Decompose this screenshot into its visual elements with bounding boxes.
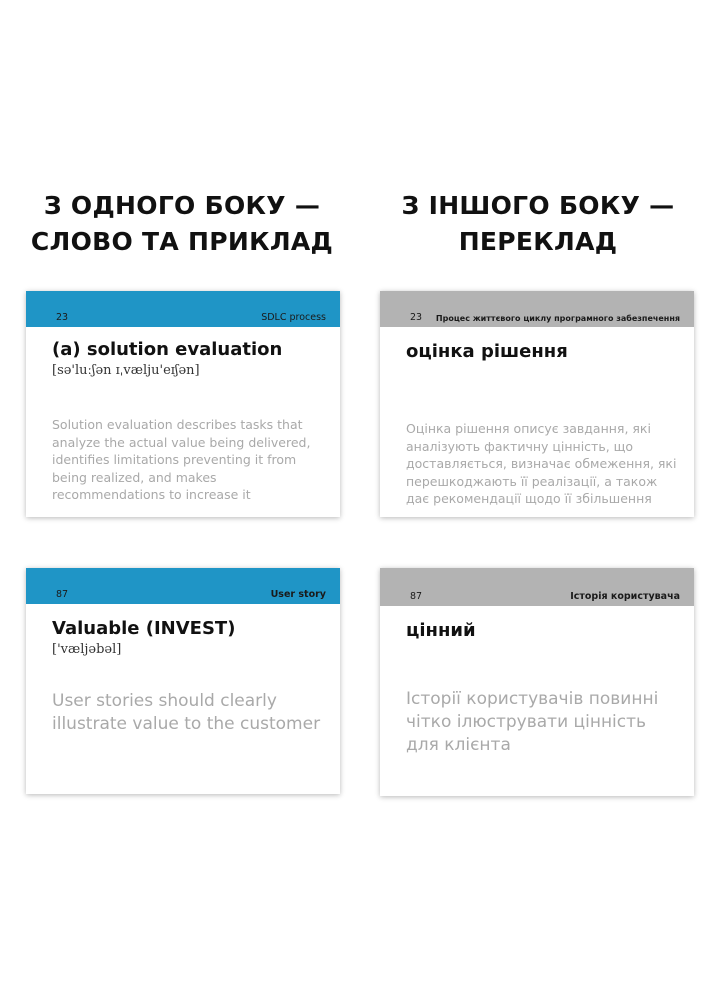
card-example: Історії користувачів повинні чітко ілюструвати цінність для клієнта	[406, 689, 659, 755]
card-term: Valuable (INVEST)	[52, 618, 236, 639]
card-category: Процес життєвого циклу програмного забезпечення	[435, 314, 680, 323]
card-header-bar	[380, 291, 694, 327]
card-example: Solution evaluation describes tasks that analyze the actual value being delivered, identifies limitations preventing it from being realized, and makes recommendations to increase it	[52, 417, 311, 502]
flashcard-front-87	[26, 568, 340, 794]
flashcard-back-87	[380, 568, 694, 796]
back-side-heading-line-2: ПЕРЕКЛАД	[458, 227, 618, 256]
card-number: 23	[56, 312, 69, 323]
card-transcription: [sə'luːʃən ɪˌvælju'eɪʃən]	[52, 363, 200, 378]
flashcard-back-23	[380, 291, 694, 517]
card-number: 23	[410, 312, 423, 323]
card-category: SDLC process	[261, 312, 326, 323]
card-header-bar	[26, 291, 340, 327]
front-side-heading-line-2: СЛОВО ТА ПРИКЛАД	[30, 227, 334, 256]
flashcard-front-23	[26, 291, 340, 517]
card-transcription: ['væljəbəl]	[52, 642, 122, 657]
front-side-heading-line-1: З ОДНОГО БОКУ —	[43, 191, 321, 220]
card-example: User stories should clearly illustrate value to the customer	[52, 691, 321, 734]
card-term: (a) solution evaluation	[52, 339, 283, 360]
card-category: Історія користувача	[570, 591, 680, 602]
card-category: User story	[270, 589, 326, 600]
card-translation: цінний	[406, 620, 476, 641]
card-translation: оцінка рішення	[406, 341, 568, 362]
card-number: 87	[56, 589, 69, 600]
card-header-bar	[26, 568, 340, 604]
front-side-heading	[12, 188, 352, 260]
card-header-bar	[380, 568, 694, 606]
card-number: 87	[410, 591, 423, 602]
back-side-heading	[368, 188, 708, 260]
back-side-heading-line-1: З ІНШОГО БОКУ —	[401, 191, 675, 220]
card-example: Оцінка рішення описує завдання, які аналізують фактичну цінність, що доставляється, визначає обмеження, які перешкоджають її реалізації, а також дає рекомендації щодо її збільшення	[406, 421, 677, 506]
